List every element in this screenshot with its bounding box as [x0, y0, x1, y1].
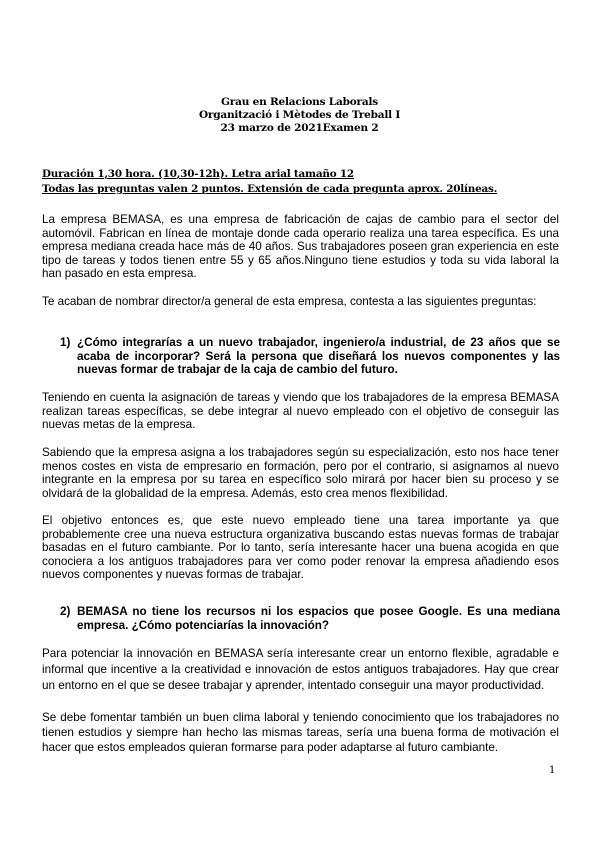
answer-2-paragraph-1: Para potenciar la innovación en BEMASA sería interesante crear un entorno flexible, agradable e informal que incentive a la creatividad e innovación de estos antiguos trabajadores. Hay que crear un entorno en el que se desee trabajar y aprender, intentado conseguir una mayor productividad. [42, 647, 559, 692]
answer-1-paragraph-1: Teniendo en cuenta la asignación de tareas y viendo que los trabajadores de la empresa BEMASA realizan tareas específicas, se debe integrar al nuevo empleado con el objetivo de conseguir las nuevas metas de la empresa. [42, 391, 559, 432]
question-1-number: 1) [60, 336, 71, 349]
exam-instructions [42, 167, 562, 197]
intro-instruction: Te acaban de nombrar director/a general de esta empresa, contesta a las siguientes preguntas: [42, 295, 537, 308]
points-line: Todas las preguntas valen 2 puntos. Extensión de cada pregunta aprox. 20líneas. [42, 183, 498, 195]
document-header [0, 96, 599, 135]
course-title: Organització i Mètodes de Treball I [198, 109, 401, 121]
answer-2-paragraph-2: Se debe fomentar también un buen clima laboral y teniendo conocimiento que los trabajadores no tienen estudios y siempre han hecho las mismas tareas, sería una buena forma de motivación el hacer que estos empleados quieran formarse para poder adaptarse al futuro cambiante. [42, 711, 559, 754]
answer-1-paragraph-2: Sabiendo que la empresa asigna a los trabajadores según su especialización, esto nos hace tener menos costes en vista de empresario en formación, pero por el contrario, si asignamos al nuevo integrante en la empresa por su tarea en específico solo mirará por hacer bien su proceso y se olvidará de la globalidad de la empresa. Además, esto crea menos flexibilidad. [42, 446, 559, 500]
duration-line: Duración 1,30 hora. (10,30-12h). Letra arial tamaño 12 [42, 168, 354, 180]
exam-date: 23 marzo de 2021Examen 2 [220, 122, 379, 134]
question-1 [60, 336, 560, 377]
question-2-text: BEMASA no tiene los recursos ni los espacios que posee Google. Es una mediana empresa. ¿Cómo potenciarías la innovación? [77, 605, 560, 632]
degree-title: Grau en Relacions Laborals [221, 96, 378, 108]
question-2-number: 2) [60, 605, 71, 618]
question-1-text: ¿Cómo integrarías a un nuevo trabajador, ingeniero/a industrial, de 23 años que se acaba de incorporar? Será la persona que diseñará los nuevos componentes y las nuevas formar de trabajar de la caja de cambio del futuro. [77, 336, 560, 377]
intro-paragraph: La empresa BEMASA, es una empresa de fabricación de cajas de cambio para el sector del automóvil. Fabrican en línea de montaje donde cada operario realiza una tarea específica. Es una empresa mediana creada hace más de 40 años. Sus trabajadores poseen gran experiencia en este tipo de tareas y todos tienen entre 55 y 65 años.Ninguno tiene estudios y toda su vida laboral la han pasado en esta empresa. [42, 213, 559, 281]
answer-1-paragraph-3: El objetivo entonces es, que este nuevo empleado tiene una tarea importante ya que probablemente cree una nueva estructura organizativa buscando estas nuevas formas de trabajar basadas en el futuro cambiante. Por lo tanto, sería interesante hacer una buena acogida en que conociera a los antiguos trabajadores para ver como poder renovar la empresa añadiendo esos nuevos componentes y nuevas formas de trabajar. [42, 514, 559, 582]
page-number: 1 [549, 765, 556, 776]
question-2 [60, 605, 560, 632]
